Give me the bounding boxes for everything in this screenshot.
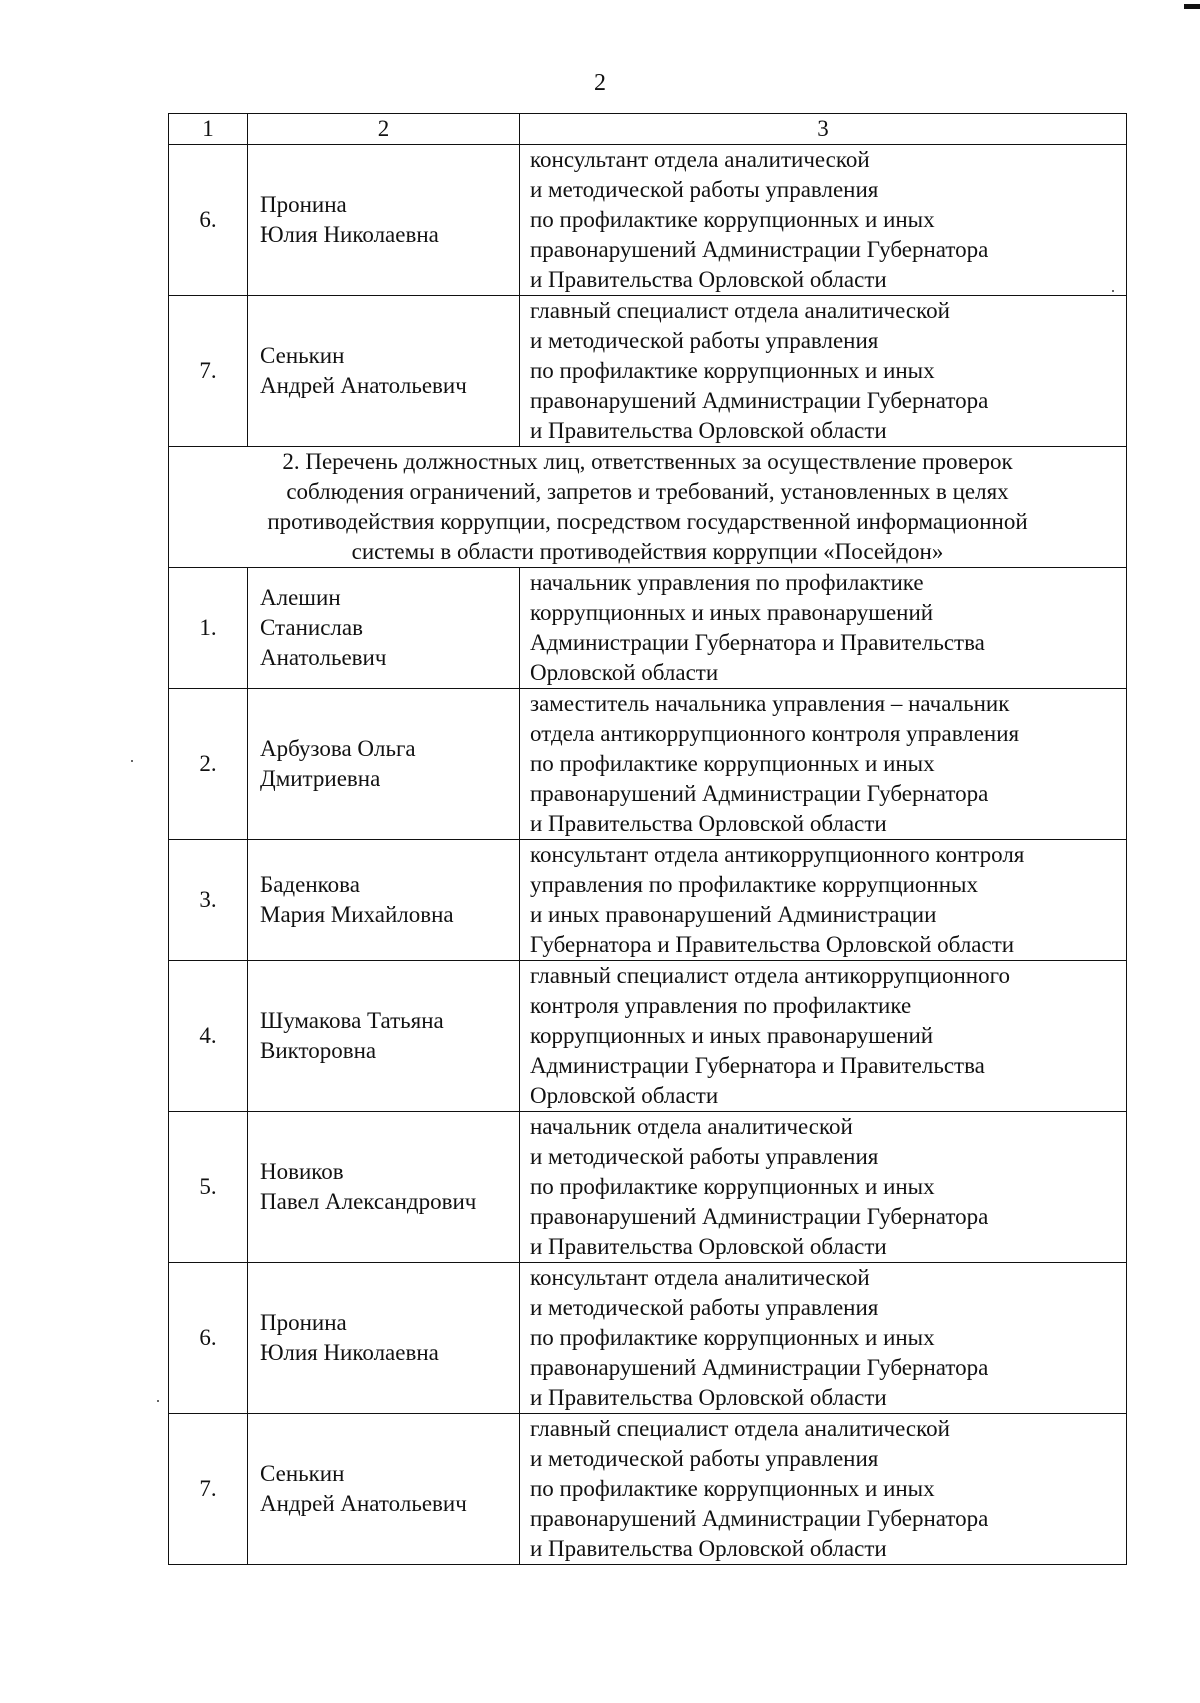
position-line: контроля управления по профилактике (530, 993, 912, 1018)
section-2-title (169, 447, 1127, 568)
position-line: и Правительства Орловской области (530, 267, 887, 292)
person-position (520, 296, 1127, 447)
position-line: и методической работы управления (530, 328, 879, 353)
position-line: и Правительства Орловской области (530, 811, 887, 836)
position-line: управления по профилактике коррупционных (530, 872, 978, 897)
person-name-line: Андрей Анатольевич (260, 1491, 467, 1516)
position-line: главный специалист отдела антикоррупционного (530, 963, 1010, 988)
person-name (248, 1112, 520, 1263)
position-line: и иных правонарушений Администрации (530, 902, 937, 927)
position-line: и методической работы управления (530, 177, 879, 202)
section-title-row (169, 447, 1127, 568)
position-line: по профилактике коррупционных и иных (530, 358, 935, 383)
position-line: правонарушений Администрации Губернатора (530, 1355, 989, 1380)
person-name-line: Пронина (260, 192, 347, 217)
page-number: 2 (594, 70, 606, 96)
person-position (520, 1112, 1127, 1263)
row-number: 1. (169, 568, 248, 689)
row-number: 2. (169, 689, 248, 840)
person-name-line: Арбузова Ольга (260, 736, 416, 761)
table-row (169, 1263, 1127, 1414)
scan-speck (1112, 290, 1114, 292)
row-number: 3. (169, 840, 248, 961)
scan-speck (157, 1400, 159, 1402)
position-line: главный специалист отдела аналитической (530, 1416, 950, 1441)
person-name-line: Павел Александрович (260, 1189, 477, 1214)
person-name-line: Сенькин (260, 343, 345, 368)
person-name (248, 689, 520, 840)
person-name-line: Шумакова Татьяна (260, 1008, 444, 1033)
column-number-2: 2 (248, 114, 520, 145)
column-number-1: 1 (169, 114, 248, 145)
table-row (169, 568, 1127, 689)
person-name-line: Анатольевич (260, 645, 387, 670)
person-position (520, 961, 1127, 1112)
row-number: 7. (169, 296, 248, 447)
person-name-line: Новиков (260, 1159, 344, 1184)
person-position (520, 145, 1127, 296)
row-number: 6. (169, 145, 248, 296)
position-line: правонарушений Администрации Губернатора (530, 1506, 989, 1531)
position-line: и Правительства Орловской области (530, 418, 887, 443)
position-line: и Правительства Орловской области (530, 1536, 887, 1561)
position-line: Орловской области (530, 1083, 719, 1108)
position-line: по профилактике коррупционных и иных (530, 1476, 935, 1501)
table-row (169, 1112, 1127, 1263)
position-line: по профилактике коррупционных и иных (530, 751, 935, 776)
column-number-row (169, 114, 1127, 145)
position-line: по профилактике коррупционных и иных (530, 1325, 935, 1350)
position-line: и методической работы управления (530, 1446, 879, 1471)
officials-table (168, 113, 1127, 1565)
position-line: консультант отдела аналитической (530, 1265, 870, 1290)
position-line: правонарушений Администрации Губернатора (530, 388, 989, 413)
section-title-line: противодействия коррупции, посредством государственной информационной (267, 509, 1028, 534)
person-name-line: Викторовна (260, 1038, 377, 1063)
person-name (248, 1263, 520, 1414)
table-row (169, 689, 1127, 840)
position-line: и Правительства Орловской области (530, 1234, 887, 1259)
row-number: 4. (169, 961, 248, 1112)
section-title-line: соблюдения ограничений, запретов и требований, установленных в целях (286, 479, 1009, 504)
position-line: начальник отдела аналитической (530, 1114, 853, 1139)
person-name-line: Станислав (260, 615, 363, 640)
person-name-line: Юлия Николаевна (260, 1340, 439, 1365)
position-line: начальник управления по профилактике (530, 570, 924, 595)
section-title-line: 2. Перечень должностных лиц, ответственных за осуществление проверок (282, 449, 1013, 474)
table-row (169, 840, 1127, 961)
corner-scan-mark (1184, 4, 1200, 9)
position-line: и методической работы управления (530, 1144, 879, 1169)
table-row (169, 1414, 1127, 1565)
person-position (520, 840, 1127, 961)
person-name-line: Дмитриевна (260, 766, 381, 791)
section-title-line: системы в области противодействия коррупции «Посейдон» (351, 539, 944, 564)
person-name (248, 961, 520, 1112)
position-line: правонарушений Администрации Губернатора (530, 1204, 989, 1229)
position-line: правонарушений Администрации Губернатора (530, 237, 989, 262)
person-position (520, 568, 1127, 689)
person-name-line: Баденкова (260, 872, 360, 897)
person-position (520, 1414, 1127, 1565)
person-name-line: Юлия Николаевна (260, 222, 439, 247)
person-name-line: Андрей Анатольевич (260, 373, 467, 398)
person-name-line: Пронина (260, 1310, 347, 1335)
position-line: главный специалист отдела аналитической (530, 298, 950, 323)
person-name (248, 296, 520, 447)
position-line: Губернатора и Правительства Орловской области (530, 932, 1015, 957)
position-line: по профилактике коррупционных и иных (530, 1174, 935, 1199)
position-line: коррупционных и иных правонарушений (530, 1023, 934, 1048)
row-number: 5. (169, 1112, 248, 1263)
position-line: и Правительства Орловской области (530, 1385, 887, 1410)
column-number-3: 3 (520, 114, 1127, 145)
person-name-line: Алешин (260, 585, 341, 610)
position-line: заместитель начальника управления – начальник (530, 691, 1010, 716)
person-name-line: Мария Михайловна (260, 902, 454, 927)
scan-speck (131, 760, 133, 762)
position-line: и методической работы управления (530, 1295, 879, 1320)
person-position (520, 1263, 1127, 1414)
person-name (248, 1414, 520, 1565)
position-line: правонарушений Администрации Губернатора (530, 781, 989, 806)
person-position (520, 689, 1127, 840)
position-line: по профилактике коррупционных и иных (530, 207, 935, 232)
row-number: 6. (169, 1263, 248, 1414)
person-name-line: Сенькин (260, 1461, 345, 1486)
position-line: Администрации Губернатора и Правительства (530, 1053, 985, 1078)
person-name (248, 568, 520, 689)
person-name (248, 145, 520, 296)
person-name (248, 840, 520, 961)
row-number: 7. (169, 1414, 248, 1565)
position-line: консультант отдела антикоррупционного контроля (530, 842, 1025, 867)
position-line: Орловской области (530, 660, 719, 685)
table-row (169, 961, 1127, 1112)
position-line: консультант отдела аналитической (530, 147, 870, 172)
position-line: Администрации Губернатора и Правительства (530, 630, 985, 655)
table-row (169, 296, 1127, 447)
position-line: коррупционных и иных правонарушений (530, 600, 934, 625)
table-row (169, 145, 1127, 296)
position-line: отдела антикоррупционного контроля управления (530, 721, 1020, 746)
